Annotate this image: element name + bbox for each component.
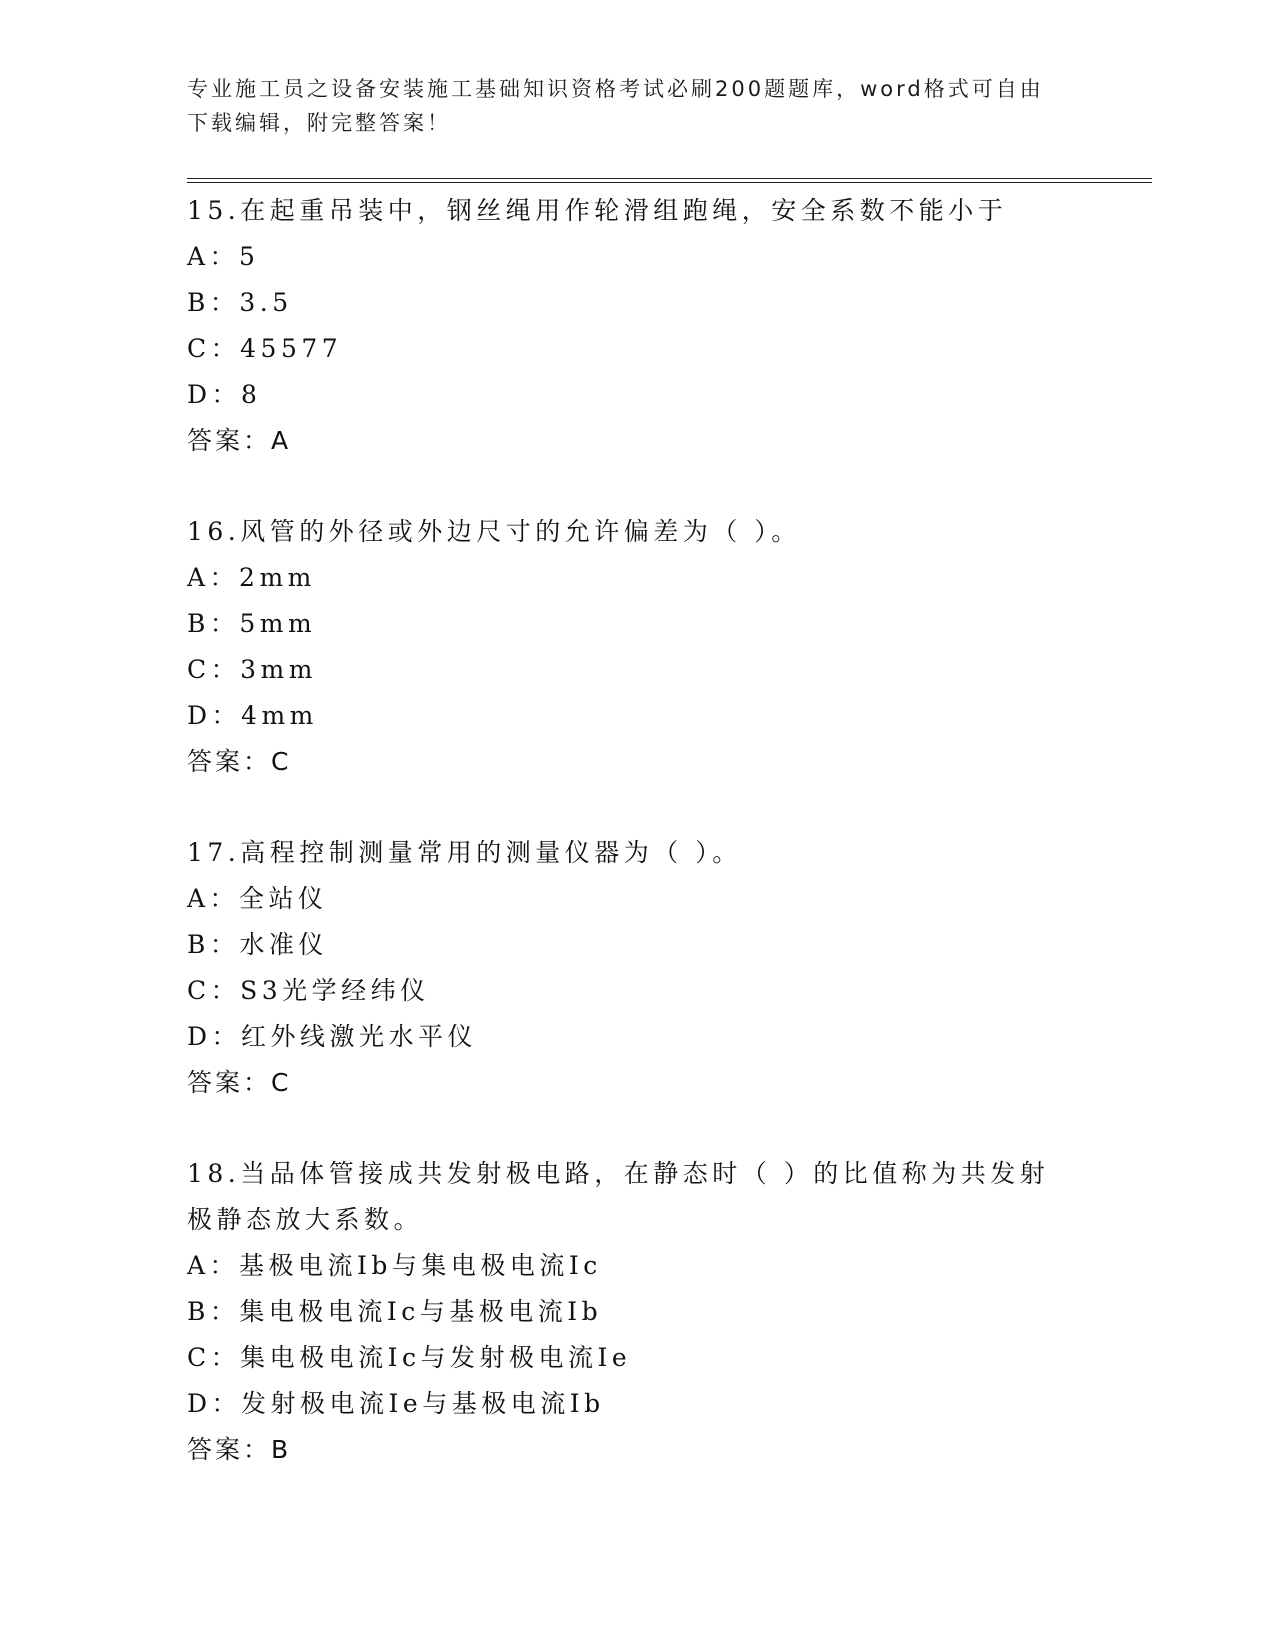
question-18	[187, 1151, 1107, 1473]
question-list	[187, 188, 1107, 1518]
option-a: A：5	[187, 242, 260, 271]
header-divider-top	[187, 178, 1152, 179]
question-15	[187, 188, 1107, 464]
option-d: D：8	[187, 380, 262, 409]
header-divider-bottom	[187, 182, 1152, 183]
option-a: A：基极电流Ib与集电极电流Ic	[187, 1251, 602, 1280]
option-c: C：集电极电流Ic与发射极电流Ie	[187, 1343, 632, 1372]
option-d: D：红外线激光水平仪	[187, 1022, 478, 1051]
question-stem: 17.高程控制测量常用的测量仪器为（ ）。	[187, 838, 742, 867]
question-stem: 18.当品体管接成共发射极电路，在静态时（ ）的比值称为共发射极静态放大系数。	[187, 1159, 1050, 1234]
answer: 答案：A	[187, 426, 292, 455]
option-b: B：3.5	[187, 288, 293, 317]
option-d: D：发射极电流Ie与基极电流Ib	[187, 1389, 605, 1418]
answer: 答案：B	[187, 1435, 292, 1464]
question-17	[187, 830, 1107, 1106]
option-c: C：3mm	[187, 655, 317, 684]
document-header: 专业施工员之设备安装施工基础知识资格考试必刷200题题库，word格式可自由下载编辑，附完整答案！	[187, 77, 1044, 135]
answer: 答案：C	[187, 1068, 292, 1097]
option-b: B：水准仪	[187, 930, 328, 959]
question-stem: 15.在起重吊装中，钢丝绳用作轮滑组跑绳，安全系数不能小于	[187, 196, 1008, 225]
option-c: C：S3光学经纬仪	[187, 976, 430, 1005]
option-b: B：5mm	[187, 609, 317, 638]
question-stem: 16.风管的外径或外边尺寸的允许偏差为（ ）。	[187, 517, 801, 546]
answer: 答案：C	[187, 747, 292, 776]
option-b: B：集电极电流Ic与基极电流Ib	[187, 1297, 603, 1326]
option-c: C：45577	[187, 334, 343, 363]
option-d: D：4mm	[187, 701, 318, 730]
option-a: A：2mm	[187, 563, 316, 592]
option-a: A：全站仪	[187, 884, 328, 913]
question-16	[187, 509, 1107, 785]
